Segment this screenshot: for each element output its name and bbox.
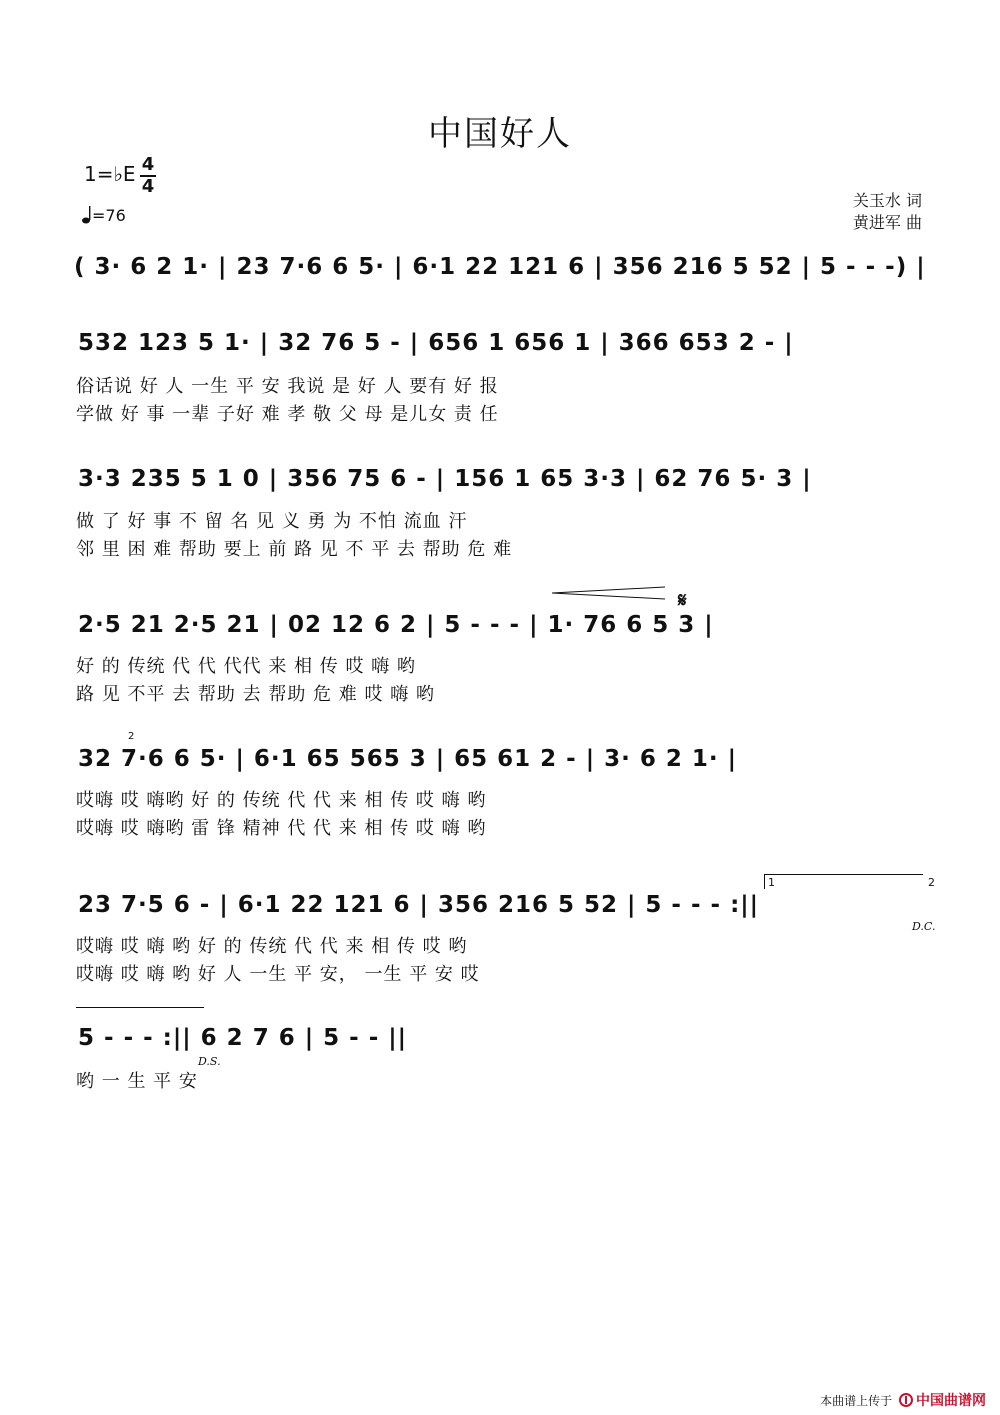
score-title: 中国好人 — [428, 114, 572, 154]
lyric-line-6a: 哎嗨 哎 嗨 哟 好 的 传统 代 代 来 相 传 哎 哟 — [76, 936, 468, 957]
lyric-line-5b: 哎嗨 哎 嗨哟 雷 锋 精神 代 代 来 相 传 哎 嗨 哟 — [76, 818, 487, 839]
lyric-line-3a: 做 了 好 事 不 留 名 见 义 勇 为 不怕 流血 汗 — [76, 511, 468, 532]
lyric-line-2a: 俗话说 好 人 一生 平 安 我说 是 好 人 要有 好 报 — [76, 376, 499, 397]
volta-number-2: 2 — [928, 876, 935, 889]
music-line-3: 3·3 235 5 1 0 | 356 75 6 - | 156 1 65 3·3 | 62 76 5· 3 | — [78, 466, 812, 492]
lyric-line-4b: 路 见 不平 去 帮助 去 帮助 危 难 哎 嗨 哟 — [76, 684, 435, 705]
lyric-line-5a: 哎嗨 哎 嗨哟 好 的 传统 代 代 来 相 传 哎 嗨 哟 — [76, 790, 487, 811]
lyric-line-3b: 邻 里 困 难 帮助 要上 前 路 见 不 平 去 帮助 危 难 — [76, 539, 513, 560]
lyricist-credit: 关玉水 词 — [852, 191, 922, 210]
dc-mark: D.C. — [912, 920, 936, 933]
segno-sign: 𝄋 — [678, 588, 687, 612]
grace-note: 2 — [128, 731, 135, 742]
tempo-marking — [82, 206, 126, 225]
footer-text: 本曲谱上传于 — [820, 1394, 893, 1408]
time-signature-bottom: 4 — [141, 176, 155, 197]
lyric-line-4a: 好 的 传统 代 代 代代 来 相 传 哎 嗨 哟 — [76, 656, 416, 677]
music-line-6: 23 7·5 6 - | 6·1 22 121 6 | 356 216 5 52 | 5 - - - :|| — [78, 892, 760, 918]
music-line-4: 2·5 21 2·5 21 | 02 12 6 2 | 5 - - - | 1· 76 6 5 3 | — [78, 612, 714, 638]
volta-line-2 — [76, 1007, 204, 1008]
lyric-line-2b: 学做 好 事 一辈 子好 难 孝 敬 父 母 是儿女 责 任 — [76, 404, 499, 425]
music-line-2: 532 123 5 1· | 32 76 5 - | 656 1 656 1 | 366 653 2 - | — [78, 330, 794, 356]
tempo-value: =76 — [92, 206, 126, 225]
quarter-note-icon — [82, 206, 92, 224]
composer-credit: 黄进军 曲 — [852, 213, 922, 232]
lyric-line-6b: 哎嗨 哎 嗨 哟 好 人 一生 平 安， 一生 平 安 哎 — [76, 964, 480, 985]
time-signature — [140, 156, 156, 196]
ds-mark: D.S. — [198, 1055, 221, 1068]
footer-credit — [820, 1390, 986, 1410]
crescendo-hairpin — [550, 586, 670, 600]
key-signature: 1=♭E — [84, 162, 136, 186]
volta-number-1: 1 — [768, 876, 775, 889]
volta-bracket-1 — [764, 874, 923, 889]
time-signature-top: 4 — [141, 154, 155, 175]
music-line-1: ( 3· 6 2 1· | 23 7·6 6 5· | 6·1 22 121 6 | 356 216 5 52 | 5 - - -) | — [74, 254, 926, 280]
music-line-5: 32 7·6 6 5· | 6·1 65 565 3 | 65 61 2 - | 3· 6 2 1· | — [78, 746, 738, 772]
lyric-line-7a: 哟 一 生 平 安 — [76, 1071, 198, 1092]
footer-brand[interactable]: 中国曲谱网 — [916, 1393, 986, 1409]
music-line-7: 5 - - - :|| 6 2 7 6 | 5 - - || — [78, 1025, 408, 1051]
site-logo-icon — [899, 1393, 913, 1407]
